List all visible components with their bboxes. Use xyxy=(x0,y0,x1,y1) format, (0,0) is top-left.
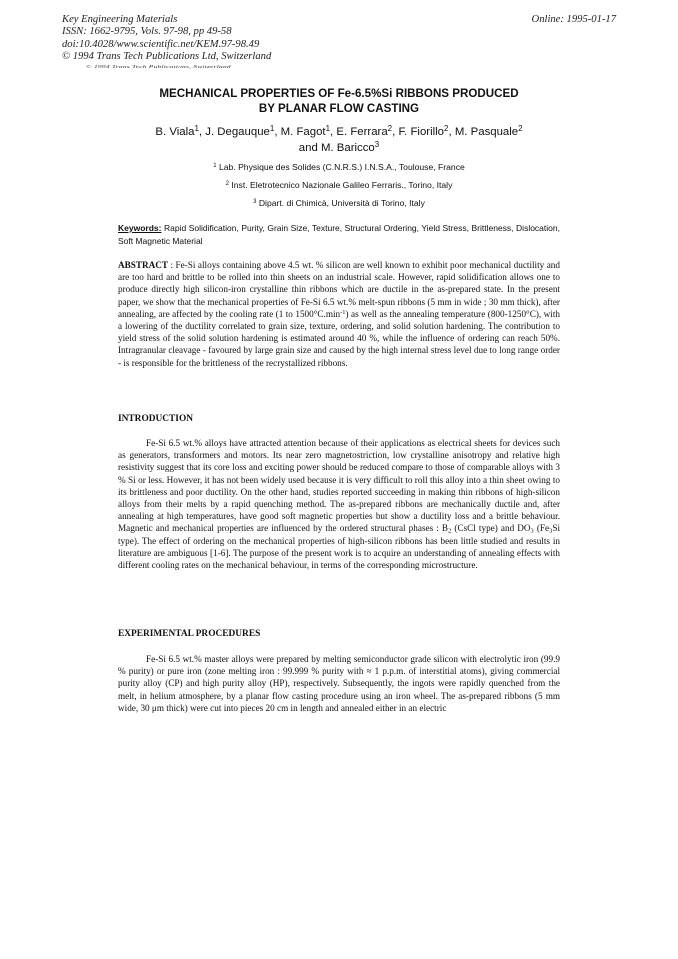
keywords-block xyxy=(118,222,560,248)
doi-line[interactable]: doi:10.4028/www.scientific.net/KEM.97-98.49 xyxy=(62,38,260,50)
keywords-label: Keywords: xyxy=(118,223,162,233)
author-affil-num: 2 xyxy=(387,124,393,134)
author-name: J. Degauque xyxy=(205,126,270,138)
intro-text-1: Fe-Si 6.5 wt.% alloys have attracted attention because of their applications as electrical sheets for devices such as generators, transformers and motors. Its near zero magnetostriction, low crystalline anisotropy and relative high resistivity suggest that its core loss and exciting power should be reduced compare to those of comparable alloys with 3 % Si or less. However, it has not been widely used because it is very difficult to roll this alloy into a thin sheet owing to its brittleness and poor ductility. On the other hand, studies reported succeeding in making thin ribbons of high-silicon alloys from their melts by a rapid quenching method. The as-prepared ribbons are mechanically ductile and, after annealing at high temperatures, have good soft magnetic properties but show a ductility loss and a brittle behaviour. Magnetic and mechanical properties are influenced by the ordered structural phases : B xyxy=(118,438,560,534)
author-list xyxy=(60,124,618,156)
abstract-label: ABSTRACT xyxy=(118,260,169,270)
author-line-1: B. Viala$^1$, J. Degauque$^1$, M. Fagot$^1$, E. Ferrara$^2$, F. Fiorillo$^2$, M. Pasquale$^2$ xyxy=(155,124,523,138)
intro-subscript: 2 xyxy=(448,528,452,536)
introduction-heading: INTRODUCTION xyxy=(118,414,194,424)
abstract-superscript: -1 xyxy=(340,308,346,316)
author-affil-num: 2 xyxy=(444,124,449,134)
affiliation-1 xyxy=(60,162,618,172)
online-date: Online: 1995-01-17 xyxy=(531,14,616,25)
author-name: E. Ferrara xyxy=(336,126,388,138)
issn-line: ISSN: 1662-9795, Vols. 97-98, pp 49-58 xyxy=(62,26,232,38)
affiliation-num: 1 xyxy=(213,163,217,169)
intro-subscript: 3 xyxy=(549,528,553,536)
author-affil-num: 1 xyxy=(269,124,275,134)
journal-name: Key Engineering Materials xyxy=(62,14,178,25)
author-affil-num: 1 xyxy=(325,124,331,134)
author-name: B. Viala xyxy=(155,126,195,138)
author-name: M. Fagot xyxy=(280,126,326,138)
author-name: M. Baricco xyxy=(320,142,375,154)
keywords-text: Rapid Solidification, Purity, Grain Size, Texture, Structural Ordering, Yield Stress, Brittleness, Dislocation, Soft Magnetic Material xyxy=(118,223,560,246)
experimental-text: Fe-Si 6.5 wt.% master alloys were prepared by melting semiconductor grade silicon with electrolytic iron (99.9 % purity) or pure iron (zone melting iron : 99.999 % purity with ≈ 1 p.p.m. of interstitial atoms), giving commercial purity alloy (CP) and high purity alloy (HP), respectively. Subsequently, the ingots were rapidly quenched from the melt, in helium atmosphere, by a planar flow casting procedure using an iron wheel. The as-prepared ribbons (5 mm wide, 30 μm thick) were cut into pieces 20 cm in length and annealed either in an electric xyxy=(118,654,560,713)
intro-text-4: Si type). The effect of ordering on the mechanical properties of high-silicon ribbons has been little studied and results in literature are ambiguous [1-6]. The purpose of the present work is to acquire an understanding of annealing effects with different cooling rates on the mechanical behaviour, in terms of the corresponding microstructure. xyxy=(118,523,561,571)
title-line-1: MECHANICAL PROPERTIES OF Fe-6.5%Si RIBBONS PRODUCED xyxy=(159,87,519,100)
abstract-paragraph xyxy=(118,259,560,369)
copyright-line: © 1994 Trans Tech Publications Ltd, Switzerland xyxy=(62,50,272,62)
introduction-paragraph xyxy=(118,437,560,571)
affiliation-text: Inst. Eletrotecnico Nazionale Galileo Ferraris., Torino, Italy xyxy=(231,180,453,190)
affiliation-num: 2 xyxy=(225,181,229,187)
affiliation-3 xyxy=(60,198,618,208)
experimental-heading: EXPERIMENTAL PROCEDURES xyxy=(118,629,261,639)
author-name: M. Pasquale xyxy=(454,126,519,138)
abstract-text-2: ) as well as the annealing temperature (800-1250°C), with a lowering of the ductility correlated to grain size, texture, ordering, and solid solution hardening. The contribution to yield stress of the solid solution hardening is estimated around 40 %, while the influence of ordering can reach 50%. Intragranular cleavage - favoured by large grain size and caused by the high internal stress level due to long range order - is responsible for the brittleness of the recrystallized ribbons. xyxy=(118,308,560,368)
and-word: and xyxy=(298,142,318,154)
affiliation-2 xyxy=(60,180,618,190)
publisher-stamp: © 1994 Trans Tech Publications, Switzerland xyxy=(86,64,231,69)
abstract-text-1: : Fe-Si alloys containing above 4.5 wt. % silicon are well known to exhibit poor mechanical ductility and are too hard and brittle to be rolled into thin sheets on an industrial scale. However, rapid solidification allows one to produce directly high silicon-iron crystalline thin ribbons which are ductile in the as-prepared state. In the present paper, we show that the mechanical properties of Fe-Si 6.5 wt.% melt-spun ribbons (5 mm in wide ; 30 mm thick), after annealing, are affected by the cooling rate (1 to 1500°C.min xyxy=(118,260,560,319)
intro-text-2: (CsCl type) and DO xyxy=(451,523,531,534)
affiliation-text: Lab. Physique des Solides (C.N.R.S.) I.N.S.A., Toulouse, France xyxy=(218,162,465,172)
intro-text-3: (Fe xyxy=(533,523,550,534)
intro-subscript: 3 xyxy=(530,528,534,536)
author-affil-num: 1 xyxy=(194,124,199,134)
author-affil-num: 3 xyxy=(374,140,380,150)
author-line-2 xyxy=(60,140,618,156)
experimental-paragraph xyxy=(118,653,560,714)
affiliation-num: 3 xyxy=(253,199,257,205)
publication-info xyxy=(62,14,271,63)
author-affil-num: 2 xyxy=(518,124,523,134)
author-name: F. Fiorillo xyxy=(398,126,445,138)
affiliation-text: Dipart. di Chimicà, Università di Torino, Italy xyxy=(258,198,425,208)
paper-title xyxy=(60,86,618,116)
title-line-2: BY PLANAR FLOW CASTING xyxy=(258,102,420,115)
